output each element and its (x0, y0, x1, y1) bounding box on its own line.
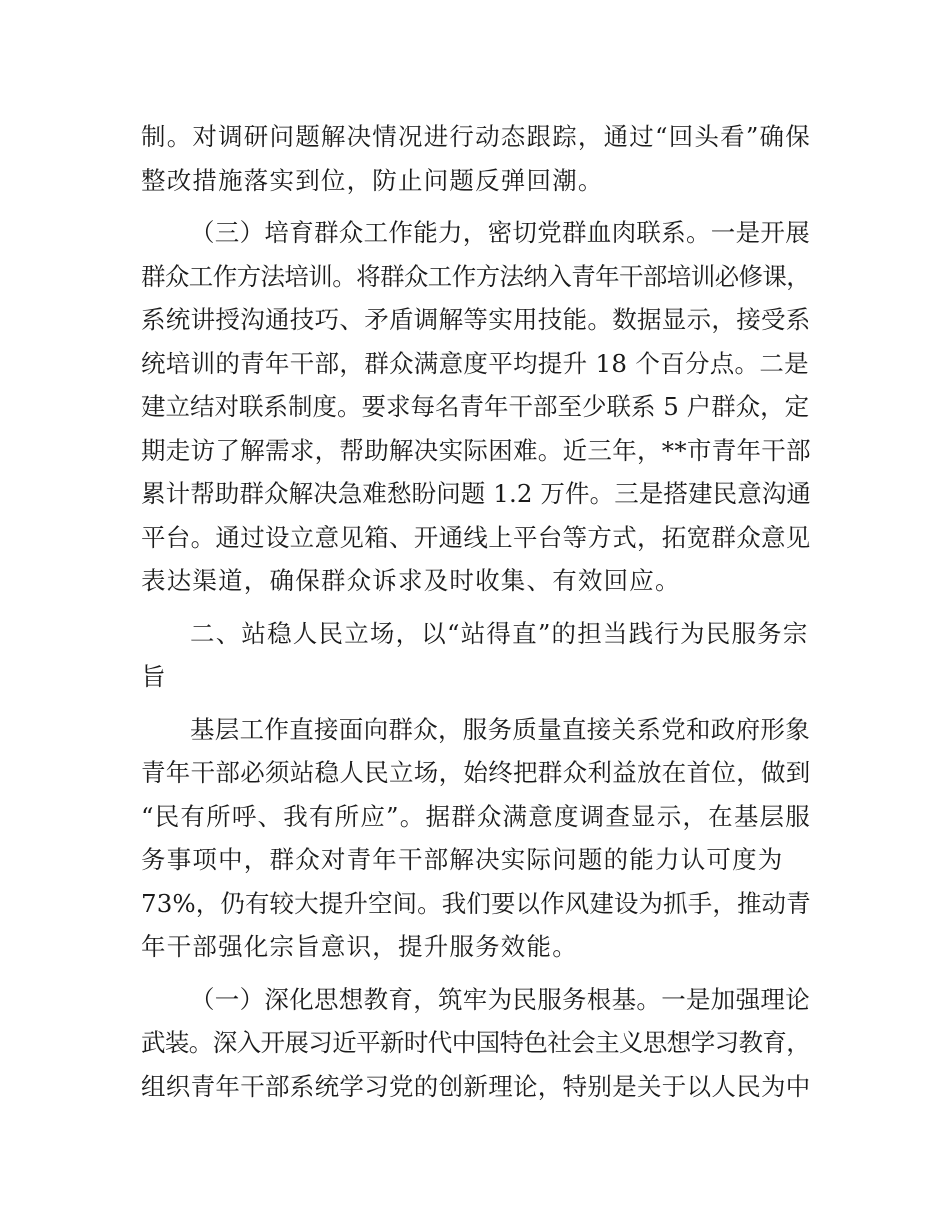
paragraph (141, 708, 811, 969)
text-line: 整改措施落实到位，防止问题反弹回潮。 (141, 165, 604, 195)
paragraph (141, 978, 811, 1109)
text-line: 累计帮助群众解决急难愁盼问题 1.2 万件。三是搭建民意沟通 (141, 479, 812, 508)
text-line: 群众工作方法培训。将群众工作方法纳入青年干部培训必修课， (141, 261, 811, 291)
text-line: 表达渠道，确保群众诉求及时收集、有效回应。 (141, 566, 681, 595)
paragraph (141, 211, 811, 603)
text-line: 基层工作直接面向群众，服务质量直接关系党和政府形象 (190, 714, 810, 744)
text-line: 制。对调研问题解决情况进行动态跟踪，通过“回头看”确保 (141, 122, 811, 151)
text-line: 年干部强化宗旨意识，提升服务效能。 (141, 932, 578, 961)
text-line: 建立结对联系制度。要求每名青年干部至少联系 5 户群众，定 (141, 392, 810, 421)
paragraph (141, 612, 811, 699)
text-line: 旨 (141, 662, 167, 691)
text-line: 二、站稳人民立场，以“站得直”的担当践行为民服务宗 (190, 618, 809, 648)
text-line: 武装。深入开展习近平新时代中国特色社会主义思想学习教育， (141, 1028, 811, 1057)
body-text (141, 115, 811, 1108)
text-line: 73%，仍有较大提升空间。我们要以作风建设为抓手，推动青 (141, 888, 811, 918)
text-line: 统培训的青年干部，群众满意度平均提升 18 个百分点。二是 (141, 348, 809, 378)
text-line: （三）培育群众工作能力，密切党群血肉联系。一是开展 (190, 218, 810, 247)
text-line: 青年干部必须站稳人民立场，始终把群众利益放在首位，做到 (141, 758, 811, 787)
text-line: 组织青年干部系统学习党的创新理论，特别是关于以人民为中 (141, 1071, 811, 1101)
text-line: 平台。通过设立意见箱、开通线上平台等方式，拓宽群众意见 (141, 522, 811, 552)
paragraph (141, 115, 811, 202)
text-line: “民有所呼、我有所应”。据群众满意度调查显示，在基层服 (141, 801, 811, 831)
text-line: 期走访了解需求，帮助解决实际困难。近三年，**市青年干部 (141, 435, 811, 465)
text-line: 务事项中，群众对青年干部解决实际问题的能力认可度为 (141, 845, 784, 874)
text-line: （一）深化思想教育，筑牢为民服务根基。一是加强理论 (190, 984, 810, 1014)
text-line: 系统讲授沟通技巧、矛盾调解等实用技能。数据显示，接受系 (141, 305, 811, 334)
